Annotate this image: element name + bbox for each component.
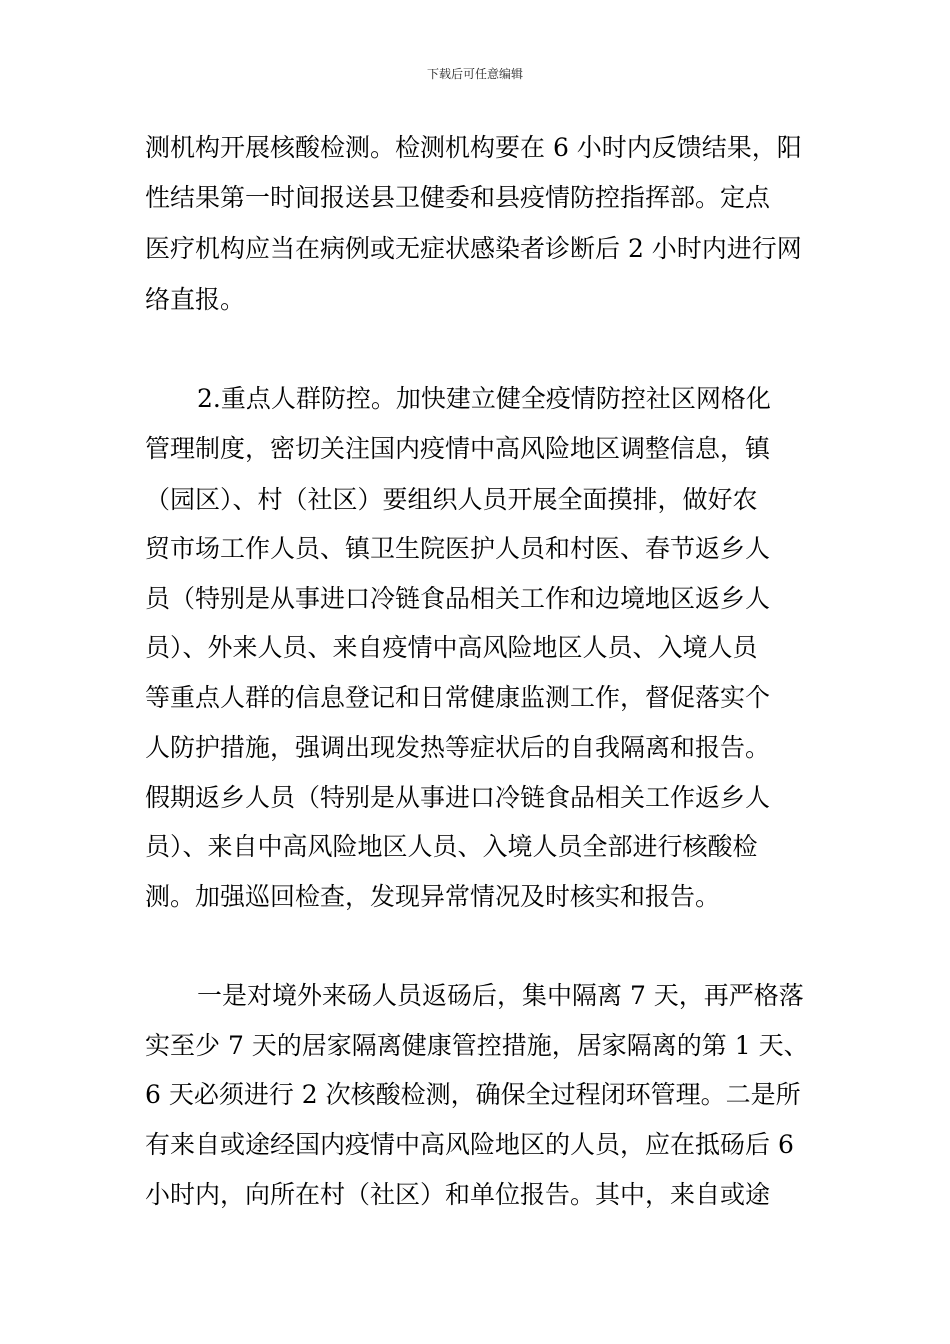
paragraph-2-line-5: 员（特别是从事进口冷链食品相关工作和边境地区返乡人 bbox=[145, 584, 771, 613]
paragraph-2-line-3: （园区）、村（社区）要组织人员开展全面摸排，做好农 bbox=[145, 485, 758, 514]
paragraph-2-line-7: 等重点人群的信息登记和日常健康监测工作，督促落实个 bbox=[145, 683, 771, 712]
paragraph-2-line-10: 员）、来自中高风险地区人员、入境人员全部进行核酸检 bbox=[145, 832, 758, 861]
paragraph-2-line-1: 2.重点人群防控。加快建立健全疫情防控社区网格化 bbox=[197, 384, 771, 413]
paragraph-1-line-2: 性结果第一时间报送县卫健委和县疫情防控指挥部。定点 bbox=[145, 183, 771, 212]
paragraph-1-line-4: 络直报。 bbox=[145, 285, 246, 314]
paragraph-2-line-11: 测。加强巡回检查，发现异常情况及时核实和报告。 bbox=[145, 882, 721, 911]
paragraph-3-line-3: 6 天必须进行 2 次核酸检测，确保全过程闭环管理。二是所 bbox=[145, 1080, 801, 1109]
paragraph-3-line-4: 有来自或途经国内疫情中高风险地区的人员，应在抵砀后 6 bbox=[145, 1130, 794, 1159]
page-header: 下载后可任意编辑 bbox=[426, 67, 523, 81]
paragraph-1-line-1: 测机构开展核酸检测。检测机构要在 6 小时内反馈结果，阳 bbox=[145, 133, 802, 162]
paragraph-2-line-9: 假期返乡人员（特别是从事进口冷链食品相关工作返乡人 bbox=[145, 783, 771, 812]
paragraph-2-line-8: 人防护措施，强调出现发热等症状后的自我隔离和报告。 bbox=[145, 733, 771, 762]
paragraph-2-line-2: 管理制度，密切关注国内疫情中高风险地区调整信息，镇 bbox=[145, 434, 771, 463]
paragraph-1-line-3: 医疗机构应当在病例或无症状感染者诊断后 2 小时内进行网 bbox=[145, 234, 802, 263]
paragraph-3-line-5: 小时内，向所在村（社区）和单位报告。其中，来自或途 bbox=[145, 1180, 771, 1209]
paragraph-3-line-1: 一是对境外来砀人员返砀后，集中隔离 7 天，再严格落 bbox=[197, 981, 804, 1010]
paragraph-3-line-2: 实至少 7 天的居家隔离健康管控措施，居家隔离的第 1 天、 bbox=[145, 1031, 809, 1060]
paragraph-2-line-6: 员）、外来人员、来自疫情中高风险地区人员、入境人员 bbox=[145, 633, 758, 662]
paragraph-2-line-4: 贸市场工作人员、镇卫生院医护人员和村医、春节返乡人 bbox=[145, 534, 771, 563]
